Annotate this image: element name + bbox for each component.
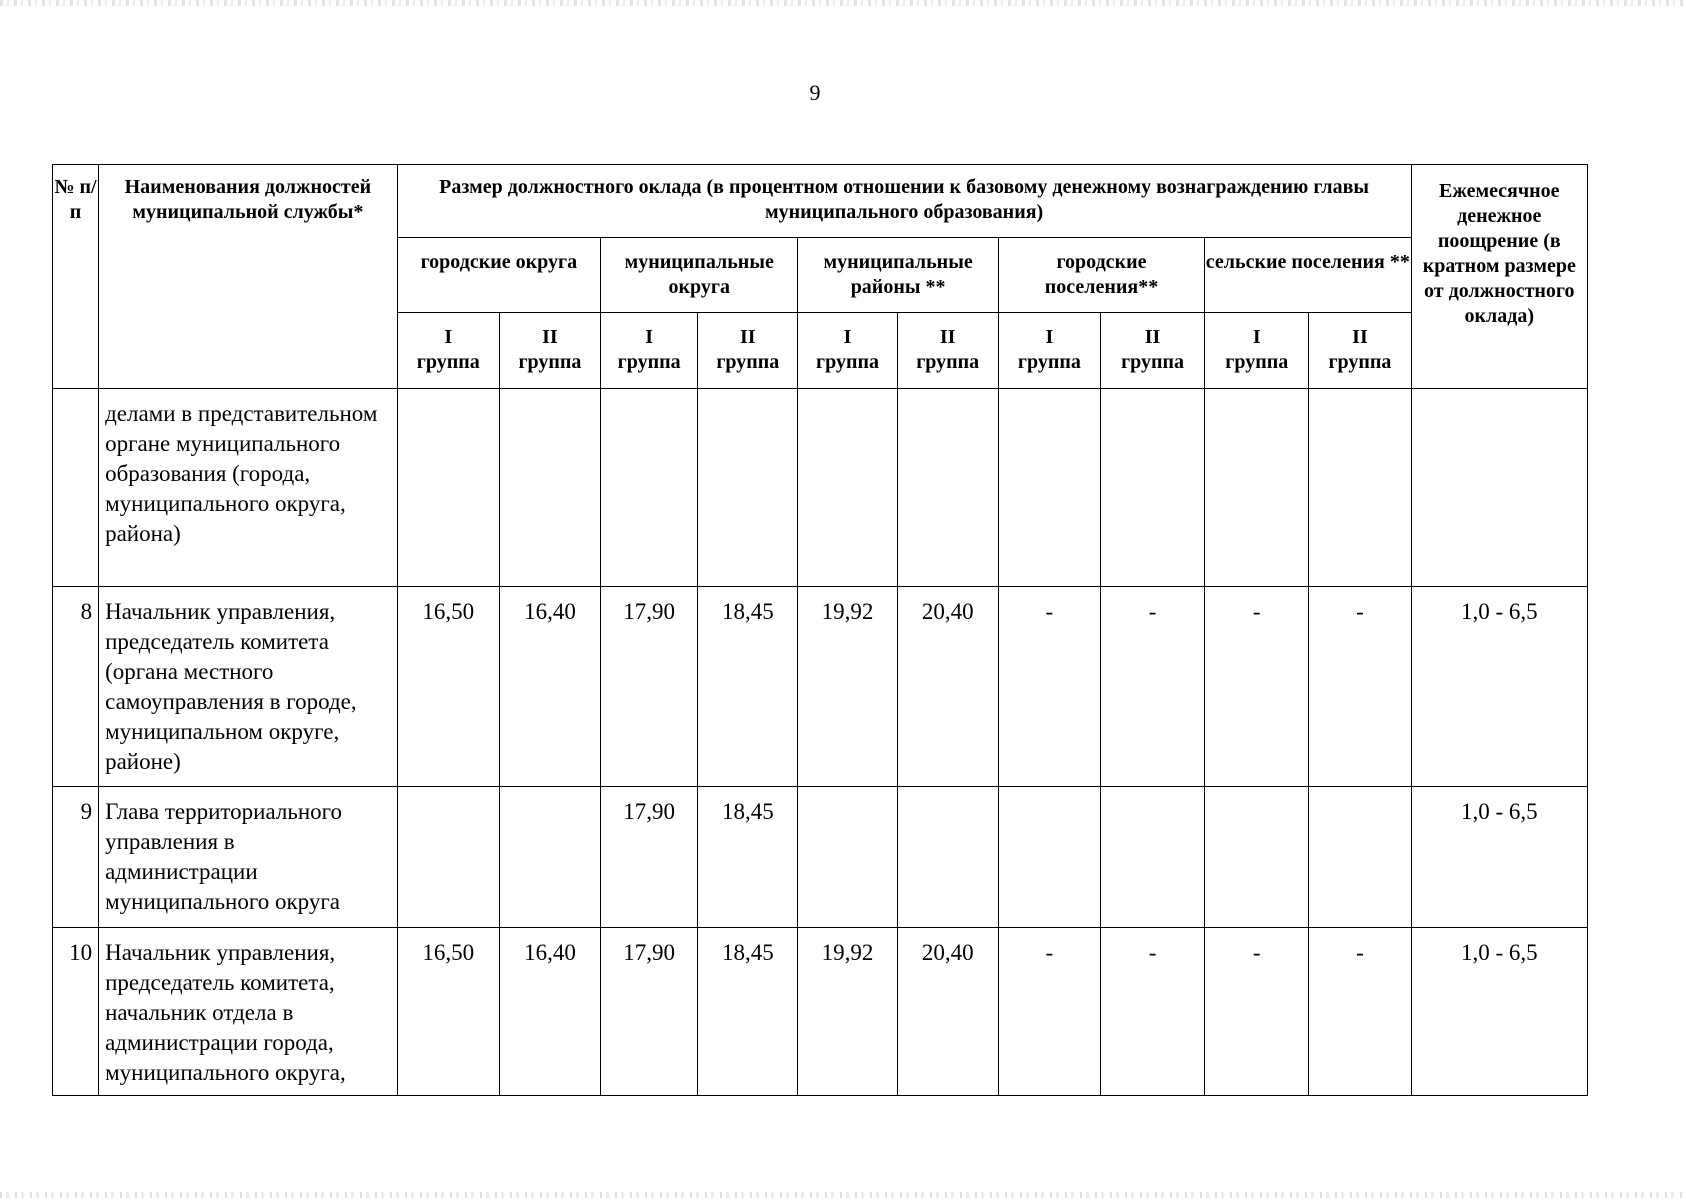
value-cell	[1309, 787, 1411, 928]
group-word: группа	[1121, 351, 1185, 373]
header-group	[897, 313, 998, 389]
value-cell	[1205, 389, 1309, 587]
value-cell: -	[998, 587, 1100, 787]
header-group	[1100, 313, 1204, 389]
value-cell: 16,40	[499, 587, 600, 787]
header-monthly-bonus: Ежемесячное денежное поощрение (в кратном размере от должностного оклада)	[1411, 165, 1587, 389]
header-group	[1309, 313, 1411, 389]
header-category-municipal-districts: муниципальные округа	[601, 238, 798, 313]
header-group	[499, 313, 600, 389]
monthly-bonus-cell	[1411, 389, 1587, 587]
value-cell: -	[1205, 587, 1309, 787]
header-category-municipal-regions: муниципальные районы **	[798, 238, 998, 313]
position-name: Начальник управления, председатель комитета, начальник отдела в администрации города, муниципального округа,	[99, 928, 398, 1096]
header-row-1	[53, 165, 1588, 238]
group-numeral: II	[740, 326, 756, 348]
monthly-bonus-cell: 1,0 - 6,5	[1411, 587, 1587, 787]
scan-edge-top	[0, 0, 1686, 6]
table-row	[53, 787, 1588, 928]
group-numeral: II	[1144, 326, 1161, 348]
header-group	[998, 313, 1100, 389]
table-row	[53, 587, 1588, 787]
value-cell	[798, 389, 897, 587]
group-numeral: I	[444, 326, 453, 348]
value-cell: 16,40	[499, 928, 600, 1096]
value-cell: 17,90	[601, 787, 698, 928]
value-cell	[1100, 787, 1204, 928]
value-cell	[1309, 389, 1411, 587]
group-numeral: I	[843, 326, 852, 348]
table-row	[53, 389, 1588, 587]
header-category-rural-settlements: сельские поселения **	[1205, 238, 1411, 313]
value-cell	[499, 787, 600, 928]
group-numeral: II	[542, 326, 558, 348]
value-cell	[397, 389, 499, 587]
value-cell: -	[1100, 587, 1204, 787]
row-number: 10	[53, 928, 99, 1096]
value-cell	[998, 787, 1100, 928]
value-cell	[897, 787, 998, 928]
value-cell: -	[1205, 928, 1309, 1096]
group-word: группа	[1328, 351, 1392, 373]
group-numeral: II	[939, 326, 956, 348]
group-word: группа	[1225, 351, 1289, 373]
value-cell: 18,45	[698, 928, 798, 1096]
page-number: 9	[809, 80, 821, 105]
value-cell	[1205, 787, 1309, 928]
row-number: 9	[53, 787, 99, 928]
header-group	[601, 313, 698, 389]
row-number	[53, 389, 99, 587]
value-cell: 20,40	[897, 587, 998, 787]
value-cell: -	[998, 928, 1100, 1096]
value-cell: 18,45	[698, 787, 798, 928]
value-cell: -	[1100, 928, 1204, 1096]
value-cell	[499, 389, 600, 587]
group-word: группа	[518, 351, 582, 373]
header-salary-size: Размер должностного оклада (в процентном отношении к базовому денежному вознаграждению главы муниципального образования)	[397, 165, 1411, 238]
group-word: группа	[617, 351, 681, 373]
group-word: группа	[816, 351, 879, 373]
header-category-city-districts: городские округа	[397, 238, 600, 313]
header-group	[698, 313, 798, 389]
monthly-bonus-cell: 1,0 - 6,5	[1411, 928, 1587, 1096]
value-cell	[601, 389, 698, 587]
header-number: № п/п	[53, 165, 99, 389]
value-cell: 20,40	[897, 928, 998, 1096]
group-numeral: I	[1045, 326, 1054, 348]
header-group	[397, 313, 499, 389]
monthly-bonus-cell: 1,0 - 6,5	[1411, 787, 1587, 928]
group-numeral: I	[1252, 326, 1261, 348]
scan-edge-bottom	[0, 1192, 1686, 1198]
group-numeral: II	[1352, 326, 1368, 348]
position-name: Глава территориального управления в администрации муниципального округа	[99, 787, 398, 928]
value-cell	[998, 389, 1100, 587]
value-cell: 17,90	[601, 587, 698, 787]
position-name: делами в представительном органе муниципального образования (города, муниципального округа, района)	[99, 389, 398, 587]
group-word: группа	[416, 351, 480, 373]
header-category-city-settlements: городские поселения**	[998, 238, 1204, 313]
salary-table	[52, 164, 1588, 1096]
value-cell: 19,92	[798, 928, 897, 1096]
value-cell: 19,92	[798, 587, 897, 787]
value-cell	[397, 787, 499, 928]
header-group	[1205, 313, 1309, 389]
value-cell: 17,90	[601, 928, 698, 1096]
value-cell: 16,50	[397, 587, 499, 787]
value-cell	[897, 389, 998, 587]
group-word: группа	[1017, 351, 1081, 373]
header-group	[798, 313, 897, 389]
value-cell: 16,50	[397, 928, 499, 1096]
value-cell: -	[1309, 587, 1411, 787]
table-row	[53, 928, 1588, 1096]
value-cell	[698, 389, 798, 587]
group-word: группа	[716, 351, 780, 373]
value-cell: 18,45	[698, 587, 798, 787]
value-cell	[1100, 389, 1204, 587]
row-number: 8	[53, 587, 99, 787]
value-cell: -	[1309, 928, 1411, 1096]
group-numeral: I	[645, 326, 654, 348]
position-name: Начальник управления, председатель комитета (органа местного самоуправления в городе, муниципальном округе, районе)	[99, 587, 398, 787]
value-cell	[798, 787, 897, 928]
group-word: группа	[916, 351, 980, 373]
header-position-name: Наименования должностей муниципальной службы*	[99, 165, 398, 389]
